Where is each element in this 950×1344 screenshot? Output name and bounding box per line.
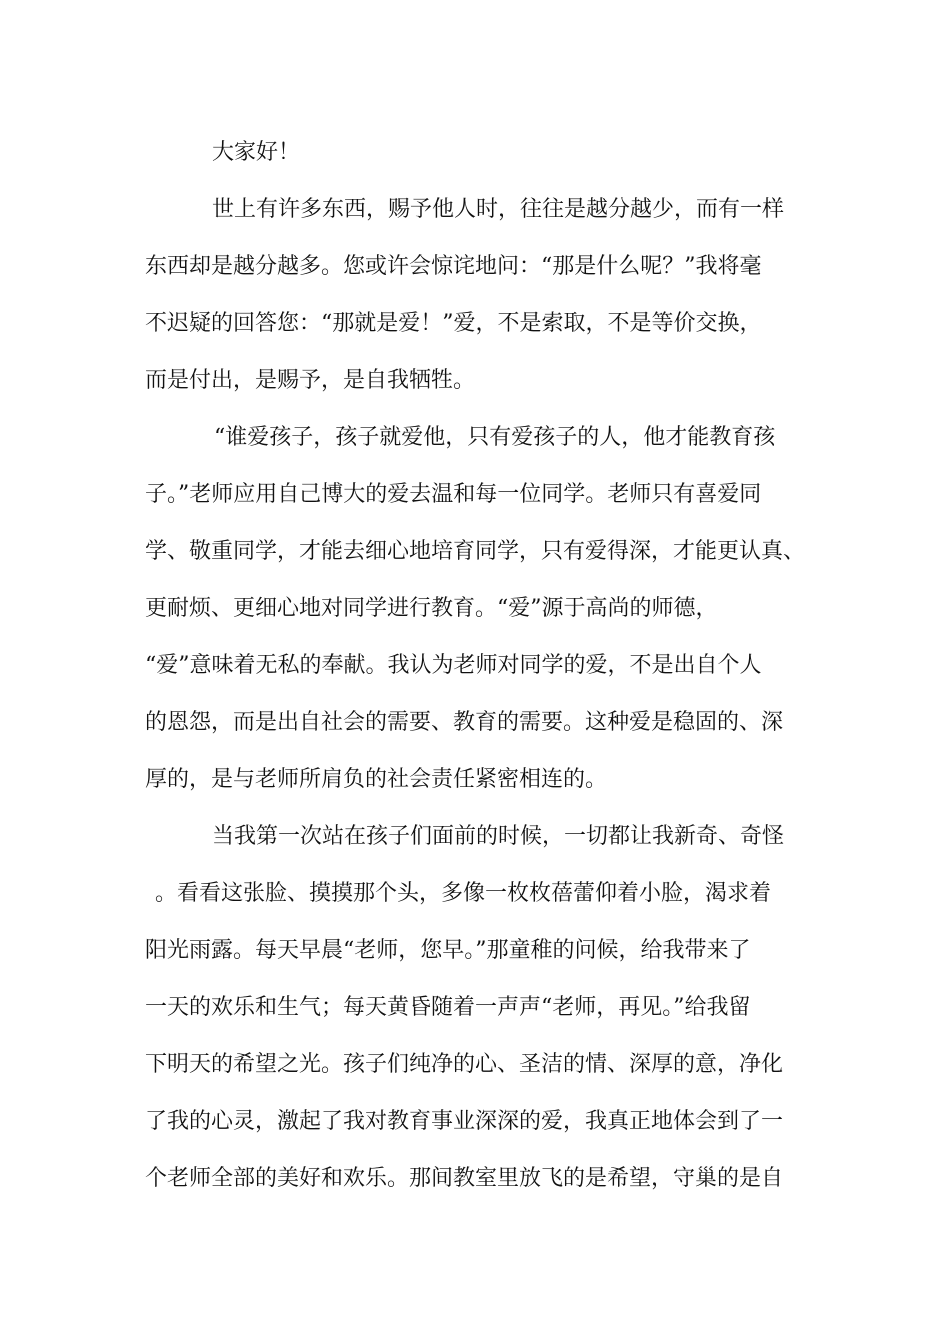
text-line: 厚的，是与老师所肩负的社会责任紧密相连的。	[145, 767, 608, 792]
text-line: 大家好！	[212, 140, 301, 165]
text-line: 不迟疑的回答您：“那就是爱！”爱，不是索取，不是等价交换，	[145, 311, 762, 336]
text-line: 的恩怨，而是出自社会的需要、教育的需要。这种爱是稳固的、深	[145, 710, 784, 735]
text-line: 学、敬重同学，才能去细心地培育同学，只有爱得深，才能更认真、	[145, 539, 806, 564]
text-line: 。看看这张脸、摸摸那个头，多像一枚枚蓓蕾仰着小脸，渴求着	[155, 881, 772, 906]
text-line: 下明天的希望之光。孩子们纯净的心、圣洁的情、深厚的意，净化	[145, 1052, 784, 1077]
text-line: 当我第一次站在孩子们面前的时候，一切都让我新奇、奇怪	[212, 824, 785, 849]
text-line: 个老师全部的美好和欢乐。那间教室里放飞的是希望，守巢的是自	[145, 1166, 784, 1191]
text-line: 而是付出，是赐予，是自我牺牲。	[145, 368, 476, 393]
text-line: “谁爱孩子，孩子就爱他，只有爱孩子的人，他才能教育孩	[214, 425, 776, 450]
text-line: 世上有许多东西，赐予他人时，往往是越分越少，而有一样	[212, 197, 785, 222]
text-line: 一天的欢乐和生气；每天黄昏随着一声声“老师，再见。”给我留	[145, 995, 751, 1020]
text-line: 东西却是越分越多。您或许会惊诧地问：“那是什么呢？”我将毫	[145, 254, 762, 279]
text-line: 了我的心灵，激起了我对教育事业深深的爱，我真正地体会到了一	[145, 1109, 784, 1134]
text-line: 阳光雨露。每天早晨“老师，您早。”那童稚的问候，给我带来了	[145, 938, 751, 963]
text-line: “爱”意味着无私的奉献。我认为老师对同学的爱，不是出自个人	[145, 653, 762, 678]
text-line: 更耐烦、更细心地对同学进行教育。“爱”源于高尚的师德，	[145, 596, 718, 621]
text-line: 子。”老师应用自己博大的爱去温和每一位同学。老师只有喜爱同	[145, 482, 762, 507]
